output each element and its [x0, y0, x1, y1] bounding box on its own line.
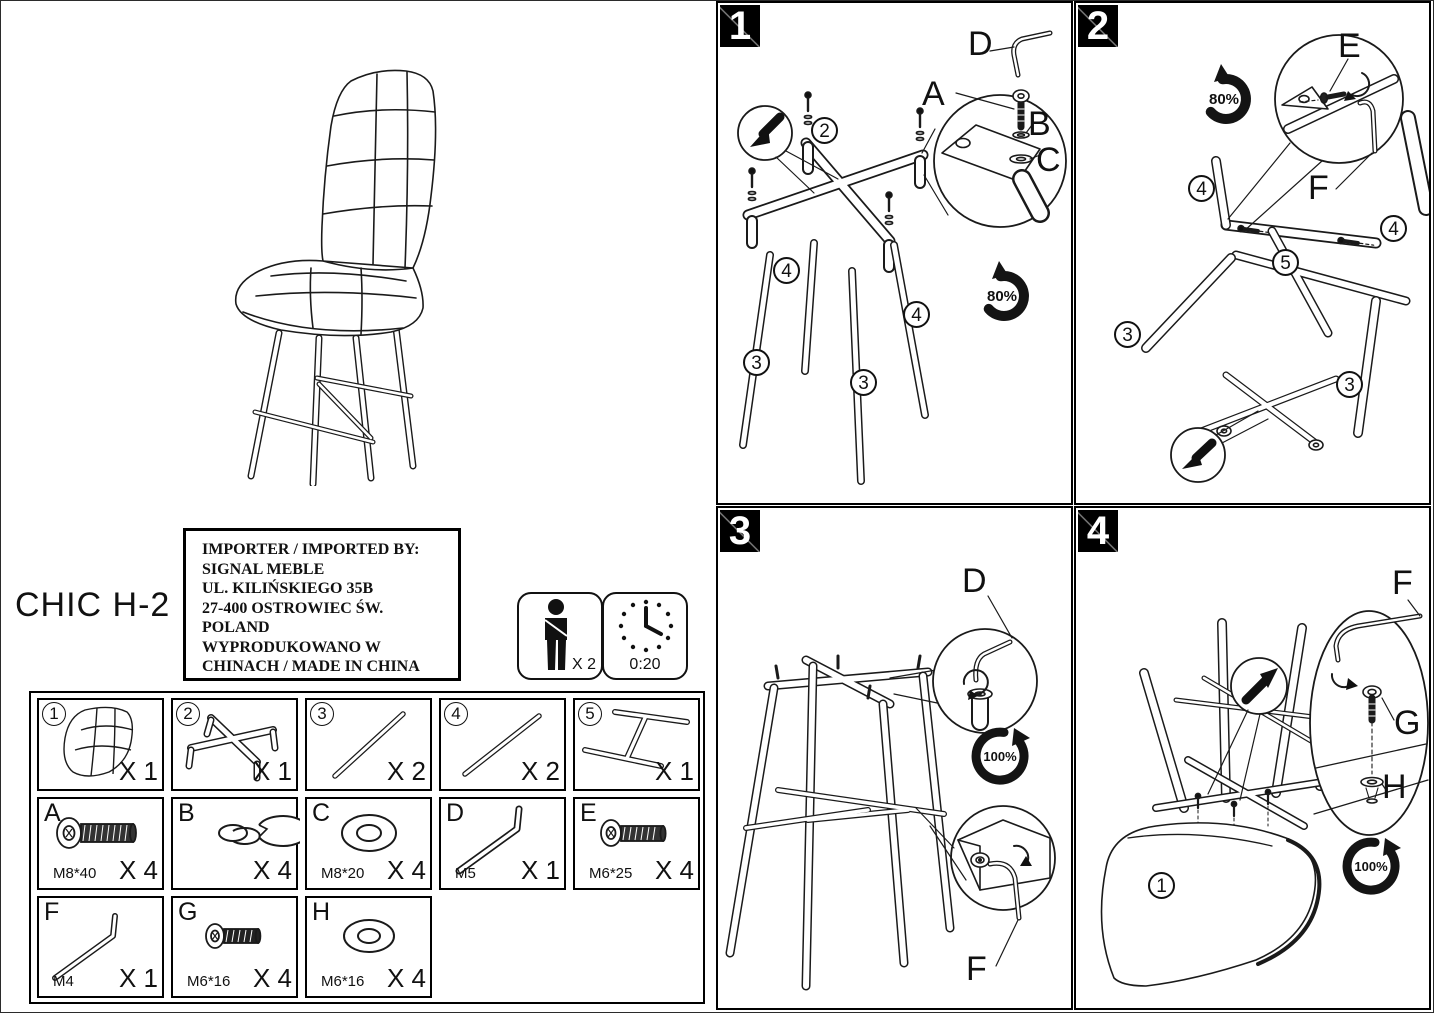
hardware-size: M4 [53, 973, 74, 990]
hardware-qty: X 4 [654, 855, 694, 885]
hardware-cell-F [37, 896, 164, 998]
hardware-size: M8*20 [321, 865, 365, 882]
part-qty: X 2 [520, 756, 560, 786]
part-label-circle: 4 [903, 301, 930, 328]
part-label-circle: 3 [1336, 371, 1363, 398]
parts-row-1 [37, 698, 697, 791]
hardware-row-2 [37, 896, 697, 998]
hardware-row-1 [37, 797, 697, 890]
importer-line: IMPORTER / IMPORTED BY: [202, 541, 420, 558]
hardware-cell-G [171, 896, 298, 998]
step-number-badge: 4 [1078, 510, 1118, 552]
importer-line: POLAND [202, 619, 270, 636]
importer-line: SIGNAL MEBLE [202, 560, 325, 578]
hardware-cell-A [37, 797, 164, 890]
hardware-id: G [178, 898, 198, 926]
step-1-drawing [718, 3, 1071, 503]
importer-line: CHINACH / MADE IN CHINA [202, 658, 420, 675]
importer-info-box [183, 528, 461, 681]
callout-letter-A: A [922, 75, 945, 113]
hardware-qty: X 1 [118, 963, 158, 993]
part-number: 2 [176, 702, 200, 726]
part-label-circle: 4 [773, 257, 800, 284]
importer-line: UL. KILIŃSKIEGO 35B [202, 580, 374, 597]
part-cell-2 [171, 698, 298, 791]
part-qty: X 1 [252, 756, 292, 786]
hardware-id: F [44, 898, 60, 926]
progress-percent-label: 80% [1208, 91, 1240, 108]
part-qty: X 1 [118, 756, 158, 786]
hardware-cell-C [305, 797, 432, 890]
part-label-circle: 4 [1188, 175, 1215, 202]
callout-letter-B: B [1028, 105, 1051, 143]
hardware-qty: X 1 [520, 855, 560, 885]
callout-letter-E: E [1338, 27, 1361, 65]
callout-letter-H: H [1382, 768, 1407, 806]
step-number-badge: 3 [720, 510, 760, 552]
barstool-illustration [191, 46, 501, 486]
part-label-circle: 4 [1380, 215, 1407, 242]
model-name: CHIC H-2 [15, 586, 171, 624]
step-number-badge: 2 [1078, 5, 1118, 47]
part-number: 4 [444, 702, 468, 726]
hardware-cell-D [439, 797, 566, 890]
hardware-id: A [44, 799, 61, 827]
person-count-tile [517, 592, 603, 680]
part-number: 1 [42, 702, 66, 726]
hardware-qty: X 4 [386, 963, 426, 993]
person-count-label: X 2 [571, 656, 596, 673]
part-number: 5 [578, 702, 602, 726]
part-qty: X 1 [654, 756, 694, 786]
hardware-size: M6*16 [321, 973, 365, 990]
part-cell-5 [573, 698, 700, 791]
hardware-qty: X 4 [386, 855, 426, 885]
hardware-size: M8*40 [53, 865, 97, 882]
part-label-circle: 2 [811, 117, 838, 144]
callout-letter-F: F [1308, 169, 1329, 207]
step-2-drawing [1076, 3, 1429, 503]
part-label-circle: 3 [1114, 321, 1141, 348]
step-4-drawing [1076, 508, 1429, 1008]
hardware-id: D [446, 799, 465, 827]
callout-letter-D: D [962, 562, 987, 600]
assembly-time-tile [602, 592, 688, 680]
callout-letter-F: F [966, 950, 987, 988]
hardware-size: M6*16 [187, 973, 231, 990]
callout-letter-D: D [968, 25, 993, 63]
callout-letter-G: G [1394, 704, 1421, 742]
hardware-qty: X 4 [118, 855, 158, 885]
progress-percent-label: 80% [986, 288, 1018, 305]
hardware-qty: X 4 [252, 963, 292, 993]
step-panel-4 [1074, 506, 1431, 1010]
hardware-cell-B [171, 797, 298, 890]
hardware-qty: X 4 [252, 855, 292, 885]
hardware-id: B [178, 799, 195, 827]
progress-percent-label: 100% [1354, 859, 1388, 874]
importer-line: 27-400 OSTROWIEC ŚW. [202, 599, 384, 617]
part-number: 3 [310, 702, 334, 726]
hardware-cell-E [573, 797, 700, 890]
part-qty: X 2 [386, 756, 426, 786]
step-number-badge: 1 [720, 5, 760, 47]
clock-icon [604, 594, 686, 656]
importer-line: WYPRODUKOWANO W [202, 638, 381, 656]
part-cell-1 [37, 698, 164, 791]
hardware-size: M6*25 [589, 865, 633, 882]
hardware-id: E [580, 799, 597, 827]
step-panel-3 [716, 506, 1073, 1010]
part-cell-3 [305, 698, 432, 791]
part-cell-4 [439, 698, 566, 791]
progress-percent-label: 100% [983, 749, 1017, 764]
parts-table [29, 691, 705, 1004]
part-label-circle: 3 [743, 349, 770, 376]
step-panel-1 [716, 1, 1073, 505]
callout-letter-C: C [1036, 141, 1061, 179]
hardware-size: M5 [455, 865, 476, 882]
step-panel-2 [1074, 1, 1431, 505]
part-label-circle: 5 [1272, 249, 1299, 276]
hardware-id: H [312, 898, 331, 926]
assembly-time-label: 0:20 [629, 656, 661, 673]
part-label-circle: 1 [1148, 872, 1175, 899]
part-label-circle: 3 [850, 369, 877, 396]
hardware-id: C [312, 799, 331, 827]
callout-letter-F: F [1392, 564, 1413, 602]
hardware-cell-H [305, 896, 432, 998]
